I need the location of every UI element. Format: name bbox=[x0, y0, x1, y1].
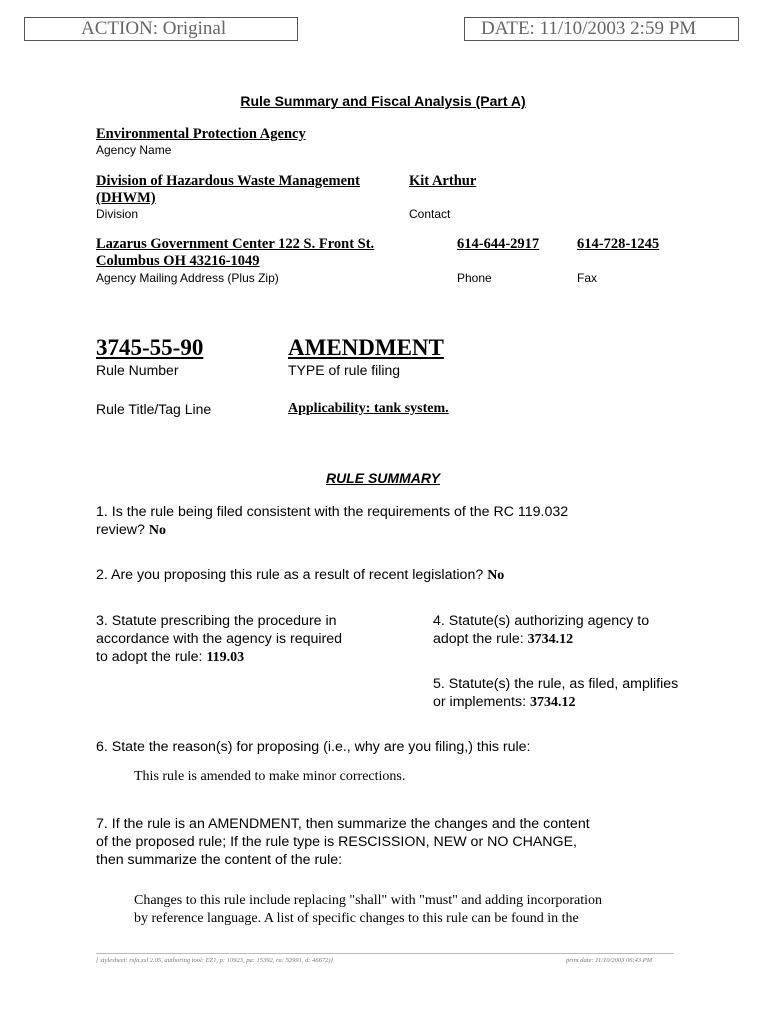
rule-title-value: Applicability: tank system. bbox=[288, 401, 449, 416]
question-3-answer: 119.03 bbox=[206, 650, 245, 665]
question-3 bbox=[96, 612, 416, 667]
action-box bbox=[24, 17, 298, 41]
question-1-text: review? bbox=[96, 522, 145, 538]
question-1-answer: No bbox=[148, 523, 166, 538]
rule-type: AMENDMENT bbox=[288, 335, 444, 360]
question-5-line1: 5. Statute(s) the rule, as filed, amplifies bbox=[433, 676, 679, 692]
question-6-answer: This rule is amended to make minor corrections. bbox=[134, 769, 406, 784]
question-2-answer: No bbox=[487, 568, 505, 583]
date-box bbox=[464, 17, 739, 41]
question-7-line2: of the proposed rule; If the rule type is RESCISSION, NEW or NO CHANGE, bbox=[96, 834, 577, 850]
question-7-answer-line1: Changes to this rule include replacing "shall" with "must" and adding incorporation bbox=[134, 893, 603, 908]
agency-name-label: Agency Name bbox=[96, 143, 172, 157]
fax-number: 614-728-1245 bbox=[577, 236, 660, 252]
rule-type-label: TYPE of rule filing bbox=[288, 362, 401, 378]
question-5-text: or implements: bbox=[433, 694, 527, 710]
rule-number: 3745-55-90 bbox=[96, 335, 204, 360]
question-4-text: adopt the rule: bbox=[433, 631, 524, 647]
page-title: Rule Summary and Fiscal Analysis (Part A) bbox=[240, 93, 526, 109]
address-label: Agency Mailing Address (Plus Zip) bbox=[96, 271, 279, 285]
question-5-line2 bbox=[433, 693, 733, 712]
question-7-line1: 7. If the rule is an AMENDMENT, then summarize the changes and the content bbox=[96, 816, 590, 832]
question-3-line1: 3. Statute prescribing the procedure in bbox=[96, 613, 337, 629]
fax-label: Fax bbox=[577, 271, 598, 285]
question-3-text: to adopt the rule: bbox=[96, 649, 203, 665]
division-label: Division bbox=[96, 207, 139, 221]
agency-name: Environmental Protection Agency bbox=[96, 126, 306, 142]
rule-summary-heading: RULE SUMMARY bbox=[325, 470, 441, 486]
phone-number: 614-644-2917 bbox=[457, 236, 540, 252]
question-7-answer bbox=[134, 892, 734, 928]
question-5-answer: 3734.12 bbox=[530, 695, 576, 710]
question-2-text: 2. Are you proposing this rule as a result of recent legislation? bbox=[96, 567, 484, 583]
rule-number-label: Rule Number bbox=[96, 362, 179, 378]
question-3-line2: accordance with the agency is required bbox=[96, 631, 343, 647]
division-line1: Division of Hazardous Waste Management bbox=[96, 173, 360, 189]
question-5 bbox=[433, 675, 733, 712]
address-line2: Columbus OH 43216-1049 bbox=[96, 253, 260, 269]
question-4-line2 bbox=[433, 630, 733, 649]
division-line2: (DHWM) bbox=[96, 190, 156, 206]
action-text: ACTION: Original bbox=[81, 18, 227, 39]
phone-label: Phone bbox=[457, 271, 492, 285]
rule-title-label: Rule Title/Tag Line bbox=[96, 401, 212, 417]
question-1-line2 bbox=[96, 521, 696, 540]
question-4-answer: 3734.12 bbox=[527, 632, 574, 647]
question-6: 6. State the reason(s) for proposing (i.e., why are you filing,) this rule: bbox=[96, 739, 531, 755]
question-1 bbox=[96, 503, 696, 540]
question-7-answer-line2: by reference language. A list of specific changes to this rule can be found in the bbox=[134, 911, 579, 926]
footer-stylesheet-info: [ stylesheet: rsfa.xsl 2.05, authoring tool: EZ1, p: 10923, pa: 15392, ra: 52991, d: 46672)] bbox=[96, 957, 334, 964]
question-7 bbox=[96, 815, 716, 869]
contact-label: Contact bbox=[409, 207, 451, 221]
question-4-line1: 4. Statute(s) authorizing agency to bbox=[433, 613, 650, 629]
question-2 bbox=[96, 566, 696, 585]
footer-divider bbox=[96, 953, 674, 954]
question-1-line1: 1. Is the rule being filed consistent with the requirements of the RC 119.032 bbox=[96, 504, 569, 520]
footer-print-date: print date: 11/10/2003 06:43 PM bbox=[566, 957, 653, 964]
question-3-line3 bbox=[96, 648, 416, 667]
address-line1: Lazarus Government Center 122 S. Front St. bbox=[96, 236, 375, 252]
question-4 bbox=[433, 612, 733, 649]
date-text: DATE: 11/10/2003 2:59 PM bbox=[481, 18, 697, 39]
contact-name: Kit Arthur bbox=[409, 173, 477, 189]
question-7-line3: then summarize the content of the rule: bbox=[96, 852, 343, 868]
